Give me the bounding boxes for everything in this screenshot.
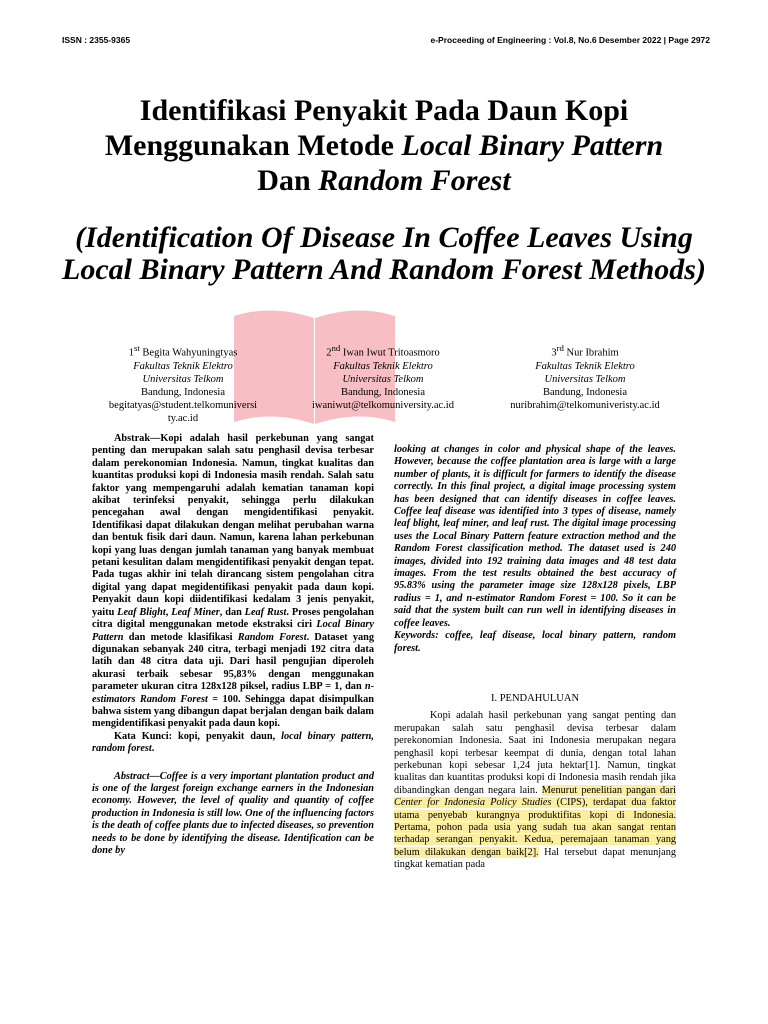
- abstract-en-part-1: Abstract—Coffee is a very important plantation product and is one of the largest foreign exchange earners in the Indonesian economy. However, the level of quality and quantity of coffee production in Indonesia is still low. One of the influencing factors is the death of coffee plants due to infected diseases, so prevention needs to be done by identifying the disease. Identification can be done by: [92, 770, 374, 856]
- author-location: Bandung, Indonesia: [543, 386, 627, 398]
- title-line-3: Dan: [257, 164, 319, 197]
- author-location: Bandung, Indonesia: [141, 386, 225, 398]
- paper-title: [60, 93, 708, 198]
- keywords: Keywords: coffee, leaf disease, local binary pattern, random forest.: [394, 630, 676, 654]
- left-column: [92, 433, 374, 857]
- title-lbp: Local Binary Pattern: [401, 129, 664, 162]
- kata-kunci: Kata Kunci: kopi, penyakit daun, local binary pattern, random forest.: [92, 730, 374, 755]
- author-location: Bandung, Indonesia: [341, 386, 425, 398]
- author-email: begitatyas@student.telkomuniversity.ac.id: [108, 399, 258, 424]
- section-heading: I. PENDAHULUAN: [490, 692, 580, 704]
- author-faculty: Fakultas Teknik Elektro: [133, 360, 233, 372]
- pendahuluan-paragraph: Kopi adalah hasil perkebunan yang sangat penting dan merupakan salah satu penghasil devisa terbesar dalam perekonomian Indonesia. Saat ini Indonesia merupakan negara penghasil kopi terbesar keempat di dunia, dengan total lahan perkebunan kopi sebesar 1,24 juta hektar[1]. Namun, tingkat kualitas dan kuantitas produksi kopi di Indonesia masih rendah jika dibandingkan dengan negara lain. Menurut penelitian pangan dari Center for Indonesia Policy Studies (CIPS), terdapat dua faktor utama penyebab kurangnya produktifitas kopi di Indonesia. Pertama, pohon pada usia yang sudah tua akan sangat rentan terhadap serangan penyakit. Kedua, peremajaan tanaman yang belum dilakukan dengan baik[2]. Hal tersebut dapat menunjang tingkat kematian pada: [394, 710, 677, 871]
- right-column: [394, 444, 676, 872]
- author-faculty: Fakultas Teknik Elektro: [535, 360, 635, 372]
- author-name: 2nd Iwan Iwut Tritoasmoro: [326, 343, 440, 359]
- author-email: nuribrahim@telkomuniveristy.ac.id: [510, 399, 660, 411]
- title-rf: Random Forest: [318, 164, 511, 197]
- author-3: [510, 342, 660, 412]
- paper-subtitle: (Identification Of Disease In Coffee Leaves Using Local Binary Pattern And Random Forest Methods): [62, 221, 706, 286]
- author-2: [308, 342, 458, 412]
- highlighted-text: Menurut penelitian pangan dari Center for Indonesia Policy Studies (CIPS), terdapat dua faktor utama penyebab kurangnya produktifitas kopi di Indonesia. Pertama, pohon pada usia yang sudah tua akan sangat rentan terhadap serangan penyakit. Kedua, peremajaan tanaman yang belum dilakukan dengan baik[2].: [394, 784, 676, 858]
- author-email: iwaniwut@telkomuniversity.ac.id: [312, 399, 454, 411]
- title-line-2: Menggunakan Metode: [104, 129, 402, 162]
- author-1: [108, 342, 258, 425]
- author-university: Universitas Telkom: [142, 373, 224, 385]
- journal-header: e-Proceeding of Engineering : Vol.8, No.6 Desember 2022 | Page 2972: [430, 35, 710, 45]
- abstract-en-part-2: looking at changes in color and physical shape of the leaves. However, because the coffee plantation area is large with a large number of plants, it is difficult for farmers to identify the disease correctly. In this final project, a digital image processing system has been designed that can identify diseases in coffee leaves. Coffee leaf disease was identified into 3 types of disease, namely leaf blight, leaf miner, and leaf rust. The digital image processing uses the Local Binary Pattern feature extraction method and the Random Forest classification method. The dataset used is 240 images, divided into 192 training data images and 48 test data images. From the test results obtained the best accuracy of 95.83% using the parameter image size 128x128 pixels, LBP radius = 1, and n-estimator Random Forest = 100. So it can be said that the system built can run well in identifying diseases in coffee leaves.: [394, 444, 676, 629]
- author-name: 3rd Nur Ibrahim: [551, 343, 619, 359]
- title-line-1: Identifikasi Penyakit Pada Daun Kopi: [139, 94, 629, 127]
- author-faculty: Fakultas Teknik Elektro: [333, 360, 433, 372]
- issn-header: ISSN : 2355-9365: [62, 35, 131, 45]
- author-university: Universitas Telkom: [544, 373, 626, 385]
- abstrak-paragraph: Abstrak—Kopi adalah hasil perkebunan yang sangat penting dan merupakan salah satu penghasil devisa terbesar dalam perekonomian Indonesia. Namun, tingkat kualitas dan kuantitas produksi kopi di Indonesia masih rendah. Salah satu faktor yang mempengaruhi adalah kematian tanaman kopi akibat terinfeksi penyakit, sehingga perlu dilakukan pencegahan awal dengan mengidentifikasi penyakit. Identifikasi dapat dilakukan dengan melihat perubahan warna dan bentuk fisik dari daun. Namun, karena lahan perkebunan kopi yang luas dengan jumlah tanaman yang banyak membuat petani kesulitan dalam mengidentifikasi penyakit dengan tepat. Pada tugas akhir ini telah dirancang sistem pengolahan citra digital yang dapat megidentifikasi penyakit pada daun kopi. Penyakit daun kopi diidentifikasi kedalam 3 jenis penyakit, yaitu Leaf Blight, Leaf Miner, dan Leaf Rust. Proses pengolahan citra digital menggunakan metode ekstraksi ciri Local Binary Pattern dan metode klasifikasi Random Forest. Dataset yang digunakan sebanyak 240 citra, terbagi menjadi 192 citra data latih dan 48 citra data uji. Dari hasil pengujian diperoleh akurasi terbaik sebesar 95,83% dengan menggunakan parameter ukuran citra 128x128 piksel, radius LBP = 1, dan n-estimators Random Forest = 100. Sehingga dapat disimpulkan bahwa sistem yang dibangun dapat berjalan dengan baik dalam mengidentifikasi penyakit pada daun kopi.: [92, 433, 374, 730]
- author-name: 1st Begita Wahyuningtyas: [128, 343, 238, 359]
- author-university: Universitas Telkom: [342, 373, 424, 385]
